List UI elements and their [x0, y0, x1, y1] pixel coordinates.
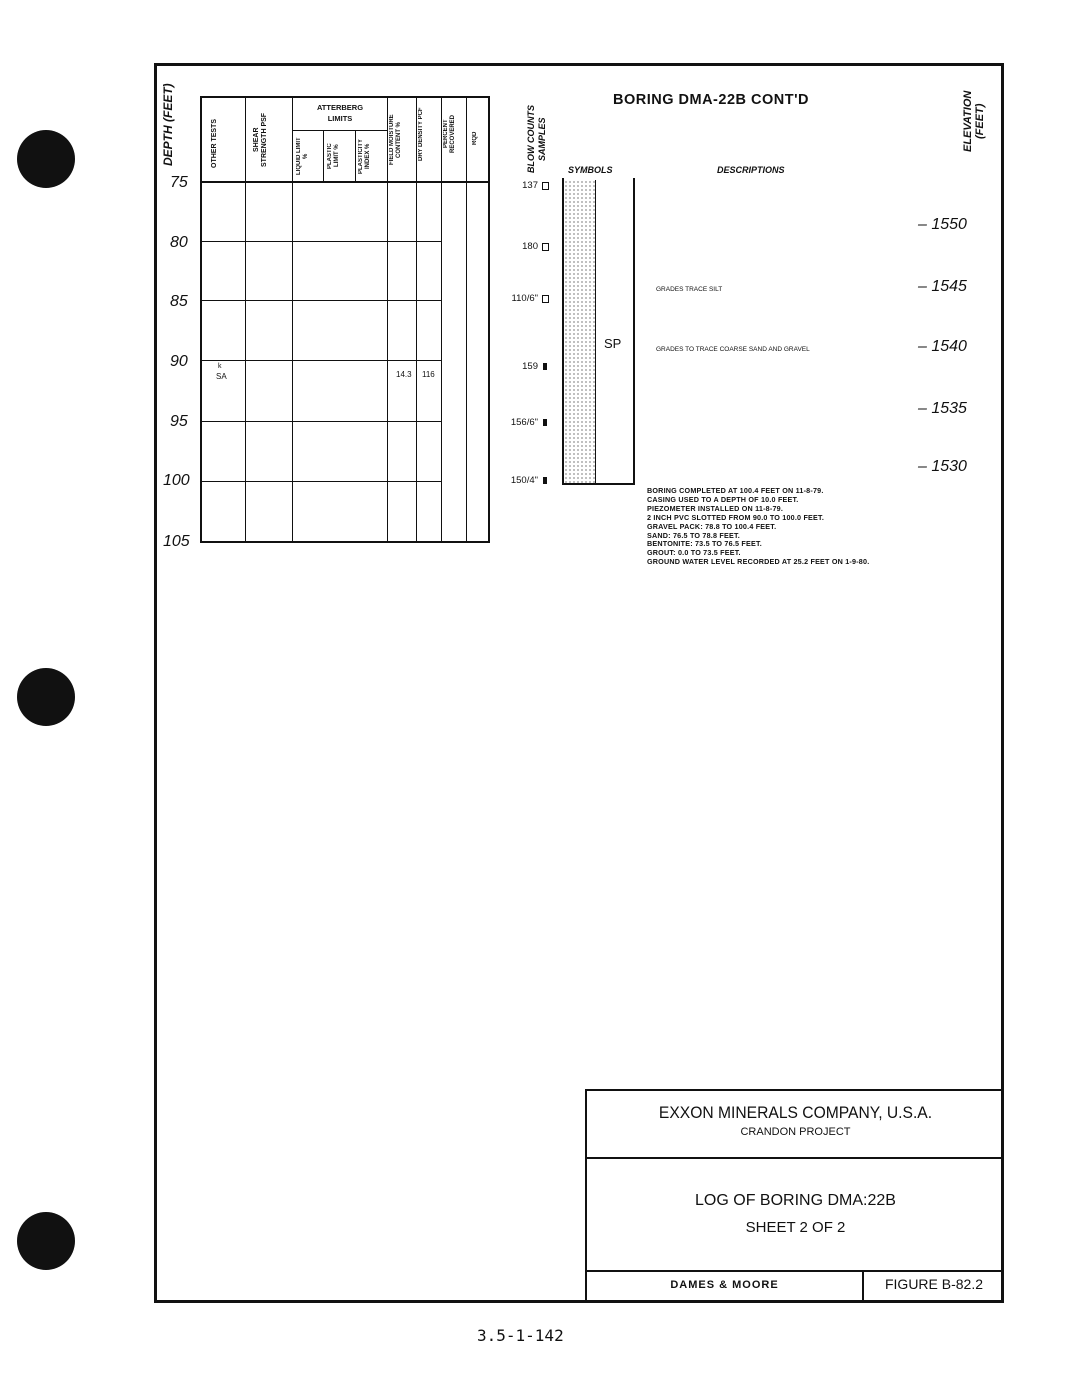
header-other-tests: OTHER TESTS [211, 118, 218, 168]
depth-label: 105 [163, 533, 190, 550]
elevation-value: 1540 [931, 338, 967, 355]
firm-name: DAMES & MOORE [670, 1279, 779, 1291]
elevation-header: ELEVATION (FEET) [962, 90, 986, 152]
blow-count: 159 [522, 361, 538, 372]
depth-label: 90 [170, 353, 188, 370]
row-divider [200, 421, 441, 422]
note-line: GROUND WATER LEVEL RECORDED AT 25.2 FEET ON 1-9-80. [647, 557, 870, 567]
binder-hole-middle [17, 668, 75, 726]
elevation-value: 1545 [931, 278, 967, 295]
header-percent-recovered: PERCENT RECOVERED [443, 115, 456, 154]
blow-count: 137 [522, 180, 538, 191]
header-moisture-content: FIELD MOISTURE CONTENT % [389, 114, 402, 166]
log-title: LOG OF BORING DMA:22B [695, 1192, 896, 1209]
column-divider [245, 97, 246, 542]
note-line: 2 INCH PVC SLOTTED FROM 90.0 TO 100.0 FEET. [647, 512, 825, 522]
sample-marker [543, 419, 547, 426]
soil-pattern [564, 180, 596, 483]
sample-marker [542, 295, 549, 303]
descriptions-header: DESCRIPTIONS [717, 165, 785, 175]
symbols-header: SYMBOLS [568, 165, 613, 175]
column-divider [355, 130, 356, 182]
header-plasticity-index: PLASTICITY INDEX % [358, 138, 371, 174]
note-line: GRAVEL PACK: 78.8 TO 100.4 FEET. [647, 521, 777, 531]
dry-density-value: 116 [422, 370, 435, 379]
elevation-label: – 1550 [918, 216, 967, 233]
sample-marker [543, 477, 547, 484]
header-atterberg: ATTERBERG LIMITS [316, 103, 364, 123]
blow-count: 110/6" [511, 293, 538, 304]
elevation-label: – 1535 [918, 400, 967, 417]
blow-count: 156/6" [510, 417, 538, 428]
depth-header: DEPTH (FEET) [161, 83, 175, 166]
sample-marker [542, 243, 549, 251]
project-name: CRANDON PROJECT [740, 1126, 851, 1138]
column-divider [441, 97, 442, 542]
header-dry-density: DRY DENSITY PCF [418, 107, 424, 161]
note-line: GROUT: 0.0 TO 73.5 FEET. [647, 548, 741, 558]
description-text: GRADES TO TRACE COARSE SAND AND GRAVEL [656, 346, 810, 353]
elevation-value: 1550 [931, 216, 967, 233]
figure-number: FIGURE B-82.2 [884, 1276, 984, 1292]
row-divider [200, 300, 441, 301]
title-block-divider [585, 1270, 1004, 1272]
column-divider [387, 97, 388, 542]
depth-label: 100 [163, 472, 190, 489]
blow-counts-header: BLOW COUNTS SAMPLES [526, 105, 547, 173]
other-test-marker: k [218, 363, 222, 370]
binder-hole-bottom [17, 1212, 75, 1270]
depth-label: 85 [170, 293, 188, 310]
page-number: 3.5-1-142 [477, 1326, 564, 1345]
column-divider [416, 97, 417, 542]
blow-count: 150/4" [510, 475, 538, 486]
note-line: SAND: 76.5 TO 78.8 FEET. [647, 530, 740, 540]
sample-marker [543, 363, 547, 370]
header-rqd: RQD [472, 131, 478, 145]
atterberg-divider [292, 130, 387, 131]
elevation-label: – 1540 [918, 338, 967, 355]
note-line: CASING USED TO A DEPTH OF 10.0 FEET. [647, 494, 799, 504]
depth-label: 80 [170, 234, 188, 251]
elevation-value: 1530 [931, 458, 967, 475]
elevation-label: – 1545 [918, 278, 967, 295]
row-divider [200, 481, 441, 482]
column-divider [292, 97, 293, 542]
column-divider [323, 130, 324, 182]
header-plastic-limit: PLASTIC LIMIT % [327, 143, 340, 169]
title-block-divider [585, 1157, 1004, 1159]
elevation-label: – 1530 [918, 458, 967, 475]
note-line: PIEZOMETER INSTALLED ON 11-8-79. [647, 503, 784, 513]
page-title: BORING DMA-22B CONT'D [613, 92, 810, 108]
company-name: EXXON MINERALS COMPANY, U.S.A. [658, 1103, 933, 1122]
moisture-value: 14.3 [396, 370, 412, 379]
boring-notes [647, 487, 869, 567]
column-divider [466, 97, 467, 542]
blow-count: 180 [522, 241, 538, 252]
description-text: GRADES TRACE SILT [656, 286, 723, 293]
soil-symbol: SP [604, 336, 622, 351]
binder-hole-top [17, 130, 75, 188]
other-test-value: SA [216, 372, 227, 381]
elevation-value: 1535 [931, 400, 967, 417]
sample-marker [542, 182, 549, 190]
header-shear-strength: SHEAR STRENGTH PSF [253, 112, 268, 168]
row-divider [200, 241, 441, 242]
sheet-number: SHEET 2 OF 2 [745, 1219, 846, 1236]
row-divider [200, 360, 441, 361]
header-liquid-limit: LIQUID LIMIT % [296, 137, 309, 175]
depth-label: 75 [170, 174, 188, 191]
depth-label: 95 [170, 413, 188, 430]
row-divider [200, 181, 490, 183]
note-line: BENTONITE: 73.5 TO 76.5 FEET. [647, 539, 762, 549]
note-line: BORING COMPLETED AT 100.4 FEET ON 11-8-79. [647, 486, 824, 495]
